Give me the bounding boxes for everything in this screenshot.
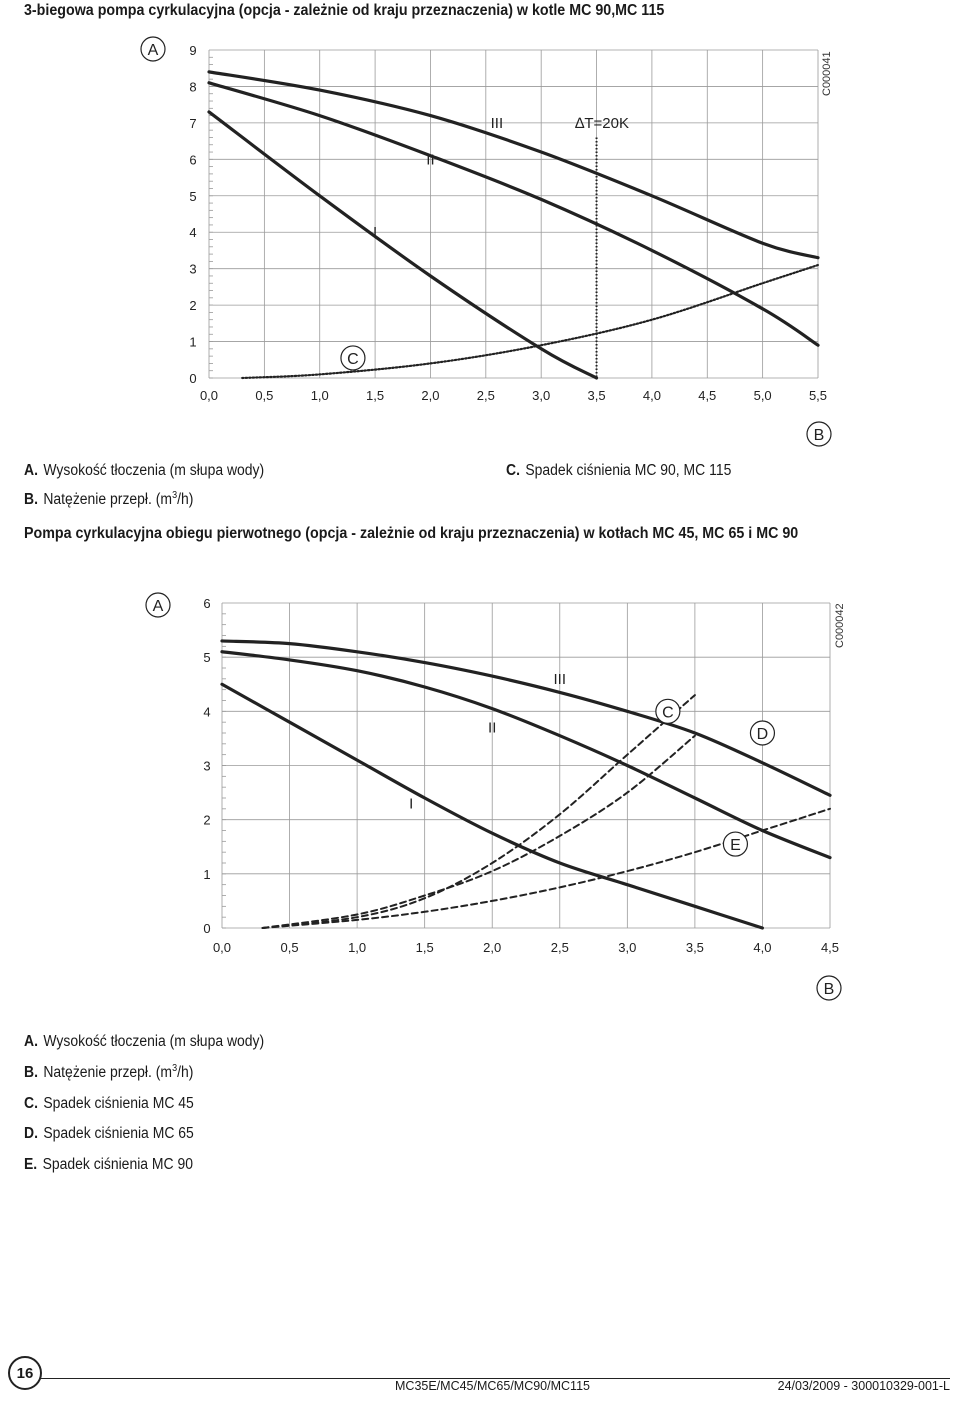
series-line-C — [263, 695, 695, 928]
series-line-III — [209, 72, 818, 258]
x-tick-label: 4,5 — [820, 940, 840, 955]
y-tick-label: 4 — [203, 704, 211, 720]
series-line-E — [263, 809, 830, 928]
x-tick-label: 5,0 — [753, 388, 772, 403]
y-tick-label: 7 — [189, 115, 197, 131]
legend-key: E. — [24, 1156, 38, 1173]
legend2-item-b — [24, 1063, 193, 1082]
x-tick-label: 0,5 — [255, 388, 274, 403]
legend-text: Spadek ciśnienia MC 65 — [43, 1125, 194, 1142]
x-tick-label: 5,5 — [808, 388, 828, 403]
x-tick-label: 0,0 — [212, 940, 232, 955]
legend-text-after: /h) — [177, 1064, 194, 1082]
x-tick-label: 2,0 — [421, 388, 440, 403]
x-tick-label: 4,5 — [698, 388, 717, 403]
legend2-item-c — [24, 1095, 194, 1113]
legend-text: Natężenie przepł. (m — [43, 1064, 173, 1082]
legend1-item-c — [506, 462, 731, 480]
x-tick-label: 3,0 — [532, 388, 551, 403]
annotation-label: D — [756, 726, 769, 743]
x-tick-label: 1,0 — [348, 940, 367, 955]
x-tick-label: 2,0 — [483, 940, 502, 955]
series-line-D — [263, 736, 695, 928]
legend-text: Spadek ciśnienia MC 45 — [43, 1095, 194, 1112]
legend-sup: 3 — [172, 490, 178, 501]
y-tick-label: 1 — [203, 866, 211, 882]
x-tick-label: 1,0 — [310, 388, 329, 403]
x-axis-marker: B — [823, 981, 835, 998]
legend2-item-e — [24, 1156, 193, 1174]
y-tick-label: 2 — [203, 812, 211, 828]
legend-key: A. — [24, 462, 38, 479]
y-tick-label: 9 — [189, 43, 197, 58]
legend-text: Wysokość tłoczenia (m słupa wody) — [43, 1033, 265, 1050]
y-tick-label: 0 — [203, 921, 211, 936]
x-tick-label: 3,0 — [618, 940, 637, 955]
page-number-badge — [8, 1356, 42, 1390]
page-title-1: 3-biegowa pompa cyrkulacyjna (opcja - zależnie od kraju przeznaczenia) w kotle MC 90,MC 115 — [24, 2, 665, 19]
figure-code: C000041 — [821, 51, 833, 96]
series-line-C — [242, 265, 818, 378]
x-tick-label: 4,0 — [642, 388, 661, 403]
pump-chart-1 — [0, 0, 960, 450]
y-tick-label: 4 — [189, 225, 197, 241]
y-tick-label: 0 — [189, 371, 197, 386]
legend-sup: 3 — [172, 1063, 178, 1074]
x-tick-label: 3,5 — [587, 388, 606, 403]
legend-text: Spadek ciśnienia MC 90 — [42, 1156, 194, 1173]
footer-reference: 24/03/2009 - 300010329-001-L — [777, 1379, 950, 1393]
page-title-2: Pompa cyrkulacyjna obiegu pierwotnego (opcja - zależnie od kraju przeznaczenia) w kotłach MC 45, MC 65 i MC 90 — [24, 525, 799, 542]
legend-key: C. — [506, 462, 520, 479]
legend-key: D. — [24, 1125, 38, 1142]
annotation-label: I — [409, 795, 414, 813]
y-tick-label: 3 — [189, 261, 197, 277]
page-number: 16 — [16, 1364, 34, 1382]
annotation-label: II — [426, 151, 435, 169]
y-tick-label: 1 — [189, 334, 197, 350]
x-tick-label: 2,5 — [550, 940, 569, 955]
y-tick-label: 3 — [203, 758, 211, 774]
legend2-item-d — [24, 1125, 194, 1143]
y-tick-label: 5 — [203, 650, 211, 666]
legend1-item-b — [24, 490, 193, 509]
legend-text: Wysokość tłoczenia (m słupa wody) — [43, 462, 265, 479]
legend-text: Natężenie przepł. (m — [43, 491, 173, 509]
x-tick-label: 4,0 — [753, 940, 772, 955]
annotation-label: I — [373, 224, 378, 242]
legend-text: Spadek ciśnienia MC 90, MC 115 — [525, 462, 732, 479]
annotation-label: E — [730, 837, 741, 855]
x-tick-label: 3,5 — [685, 940, 704, 955]
x-axis-marker: B — [813, 427, 825, 444]
pump-chart-2 — [0, 560, 960, 1020]
annotation-label: III — [553, 670, 567, 688]
legend2-item-a — [24, 1033, 264, 1051]
x-tick-label: 0,0 — [199, 388, 219, 403]
y-tick-label: 5 — [189, 188, 197, 204]
annotation-label: II — [488, 719, 497, 737]
legend-key: B. — [24, 491, 38, 509]
legend-key: C. — [24, 1095, 38, 1112]
legend-key: B. — [24, 1064, 38, 1082]
footer-models: MC35E/MC45/MC65/MC90/MC115 — [395, 1379, 590, 1393]
annotation-label: C — [347, 350, 359, 368]
annotation-label: III — [490, 114, 504, 132]
y-tick-label: 6 — [189, 152, 197, 168]
x-tick-label: 2,5 — [476, 388, 495, 403]
x-tick-label: 0,5 — [280, 940, 299, 955]
legend-text-after: /h) — [177, 491, 194, 509]
y-axis-marker: A — [147, 42, 159, 59]
y-tick-label: 6 — [203, 596, 211, 611]
x-tick-label: 1,5 — [415, 940, 434, 955]
y-tick-label: 8 — [189, 79, 197, 95]
x-tick-label: 1,5 — [366, 388, 385, 403]
y-axis-marker: A — [152, 598, 164, 615]
annotation-label: ∆T=20K — [575, 114, 629, 132]
y-tick-label: 2 — [189, 298, 197, 314]
figure-code: C000042 — [834, 603, 846, 648]
legend-key: A. — [24, 1033, 38, 1050]
legend1-item-a — [24, 462, 264, 480]
series-line-II — [209, 83, 818, 345]
annotation-label: C — [662, 704, 674, 722]
